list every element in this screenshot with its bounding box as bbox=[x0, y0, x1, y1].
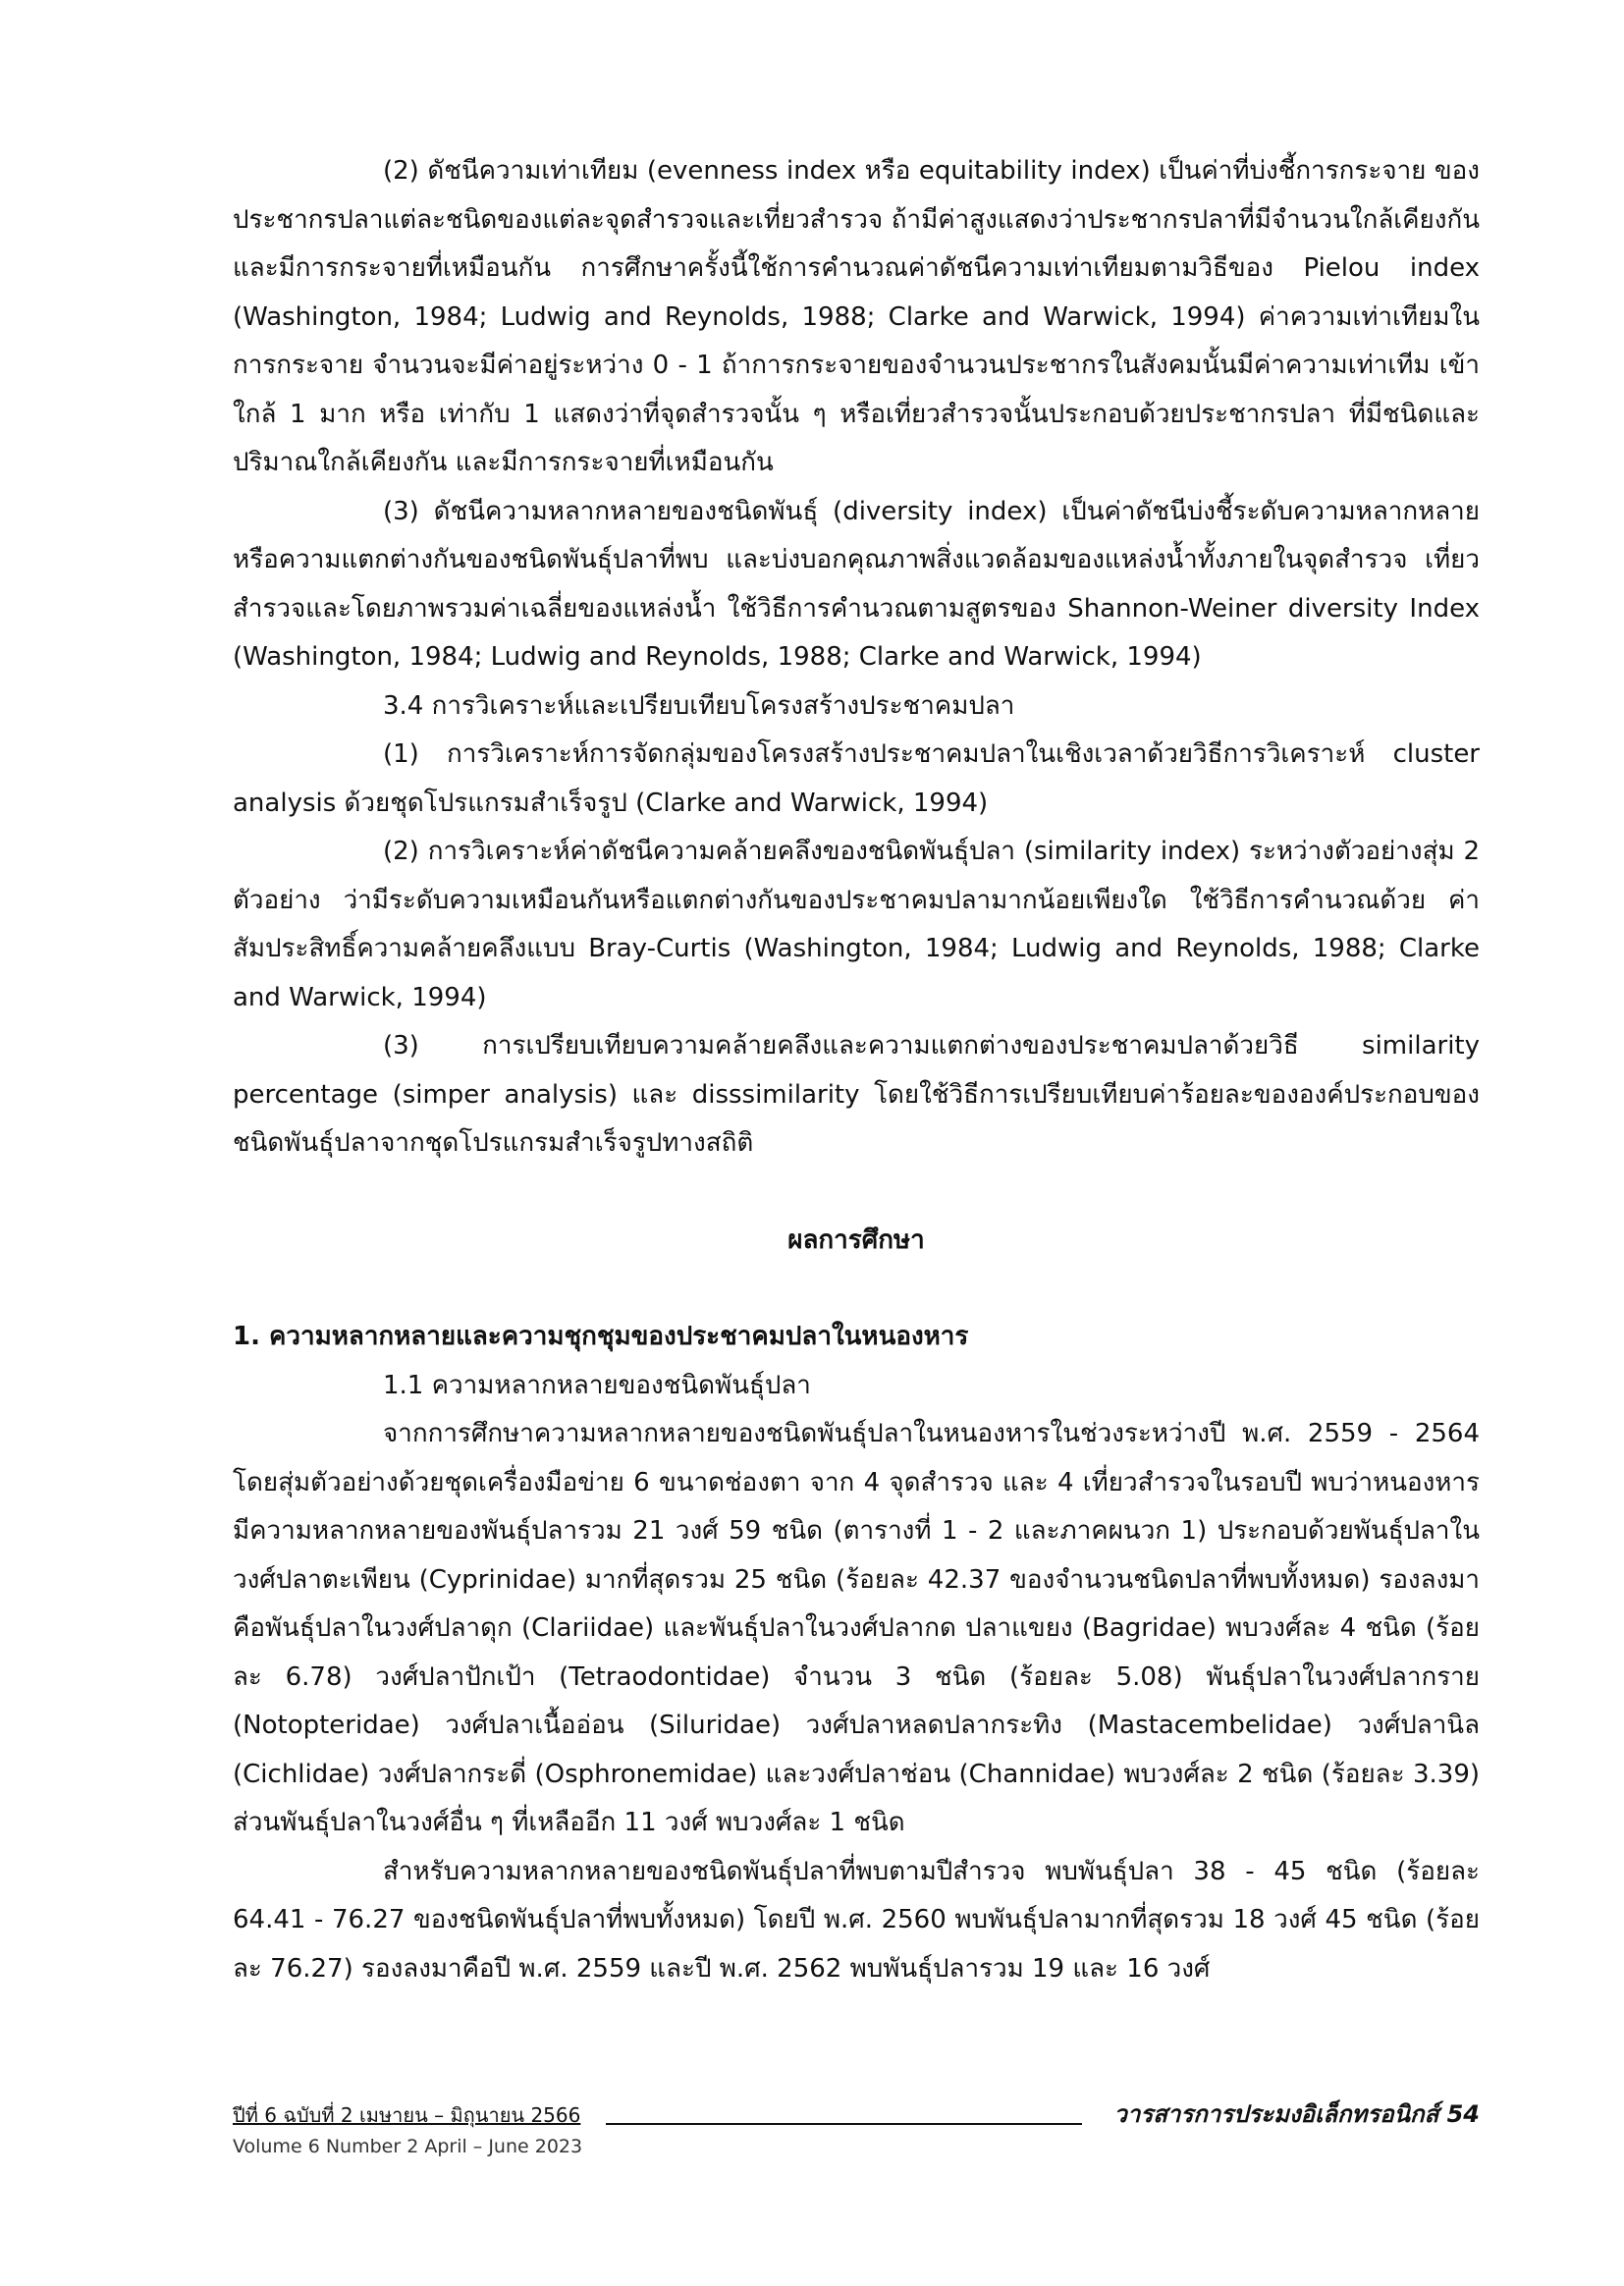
section-1-title: 1. ความหลากหลายและความชุกชุมของประชาคมปลาในหนองหาร bbox=[233, 1322, 969, 1351]
paragraph-cluster-analysis: (1) การวิเคราะห์การจัดกลุ่มของโครงสร้างประชาคมปลาในเชิงเวลาด้วยวิธีการวิเคราะห์ cluster analysis ด้วยชุดโปรแกรมสำเร็จรูป (Clarke and Warwick, 1994) bbox=[233, 739, 1480, 818]
paragraph-simper-analysis: (3) การเปรียบเทียบความคล้ายคลึงและความแตกต่างของประชาคมปลาด้วยวิธี similarity percentage (simper analysis) และ disssimilarity โดยใช้วิธีการเปรียบเทียบค่าร้อยละขององค์ประกอบของชนิดพันธุ์ปลาจากชุดโปรแกรมสำเร็จรูปทางสถิติ bbox=[233, 1031, 1480, 1158]
subheading-3-4: 3.4 การวิเคราะห์และเปรียบเทียบโครงสร้างประชาคมปลา bbox=[383, 690, 1015, 721]
footer-row bbox=[233, 2100, 1480, 2157]
subheading-1-1: 1.1 ความหลากหลายของชนิดพันธุ์ปลา bbox=[383, 1370, 811, 1400]
paragraph-yearly-diversity: สำหรับความหลากหลายของชนิดพันธุ์ปลาที่พบตามปีสำรวจ พบพันธุ์ปลา 38 - 45 ชนิด (ร้อยละ 64.41 - 76.27 ของชนิดพันธุ์ปลาที่พบทั้งหมด) โดยปี พ.ศ. 2560 พบพันธุ์ปลามากที่สุดรวม 18 วงศ์ 45 ชนิด (ร้อยละ 76.27) รองลงมาคือปี พ.ศ. 2559 และปี พ.ศ. 2562 พบพันธุ์ปลารวม 19 และ 16 วงศ์ bbox=[233, 1856, 1480, 1984]
footer-issue-thai: ปีที่ 6 ฉบับที่ 2 เมษายน – มิถุนายน 2566 bbox=[233, 2103, 581, 2127]
paragraph-species-diversity: จากการศึกษาความหลากหลายของชนิดพันธุ์ปลาในหนองหารในช่วงระหว่างปี พ.ศ. 2559 - 2564 โดยสุ่มตัวอย่างด้วยชุดเครื่องมือข่าย 6 ขนาดช่องตา จาก 4 จุดสำรวจ และ 4 เที่ยวสำรวจในรอบปี พบว่าหนองหารมีความหลากหลายของพันธุ์ปลารวม 21 วงศ์ 59 ชนิด (ตารางที่ 1 - 2 และภาคผนวก 1) ประกอบด้วยพันธุ์ปลาในวงศ์ปลาตะเพียน (Cyprinidae) มากที่สุดรวม 25 ชนิด (ร้อยละ 42.37 ของจำนวนชนิดปลาที่พบทั้งหมด) รองลงมาคือพันธุ์ปลาในวงศ์ปลาดุก (Clariidae) และพันธุ์ปลาในวงศ์ปลากด ปลาแขยง (Bagridae) พบวงศ์ละ 4 ชนิด (ร้อยละ 6.78) วงศ์ปลาปักเป้า (Tetraodontidae) จำนวน 3 ชนิด (ร้อยละ 5.08) พันธุ์ปลาในวงศ์ปลากราย (Notopteridae) วงศ์ปลาเนื้ออ่อน (Siluridae) วงศ์ปลาหลดปลากระทิง (Mastacembelidae) วงศ์ปลานิล (Cichlidae) วงศ์ปลากระดี่ (Osphronemidae) และวงศ์ปลาช่อน (Channidae) พบวงศ์ละ 2 ชนิด (ร้อยละ 3.39) ส่วนพันธุ์ปลาในวงศ์อื่น ๆ ที่เหลืออีก 11 วงศ์ พบวงศ์ละ 1 ชนิด bbox=[233, 1419, 1480, 1837]
paragraph-evenness-index: (2) ดัชนีความเท่าเทียม (evenness index หรือ equitability index) เป็นค่าที่บ่งชี้การกระจาย ของประชากรปลาแต่ละชนิดของแต่ละจุดสำรวจและเที่ยวสำรวจ ถ้ามีค่าสูงแสดงว่าประชากรปลาที่มีจำนวนใกล้เคียงกันและมีการกระจายที่เหมือนกัน การศึกษาครั้งนี้ใช้การคำนวณค่าดัชนีความเท่าเทียมตามวิธีของ Pielou index (Washington, 1984; Ludwig and Reynolds, 1988; Clarke and Warwick, 1994) ค่าความเท่าเทียมในการกระจาย จำนวนจะมีค่าอยู่ระหว่าง 0 - 1 ถ้าการกระจายของจำนวนประชากรในสังคมนั้นมีค่าความเท่าเทีม เข้าใกล้ 1 มาก หรือ เท่ากับ 1 แสดงว่าที่จุดสำรวจนั้น ๆ หรือเที่ยวสำรวจนั้นประกอบด้วยประชากรปลา ที่มีชนิดและปริมาณใกล้เคียงกัน และมีการกระจายที่เหมือนกัน bbox=[233, 156, 1480, 477]
spacer bbox=[233, 1169, 1480, 1217]
footer-issue-en: Volume 6 Number 2 April – June 2023 bbox=[233, 2136, 583, 2157]
footer-divider bbox=[606, 2123, 1082, 2125]
spacer bbox=[233, 1265, 1480, 1313]
footer-journal-page: วารสารการประมงอิเล็กทรอนิกส์ 54 bbox=[1113, 2100, 1480, 2128]
paragraph-diversity-index: (3) ดัชนีความหลากหลายของชนิดพันธุ์ (diversity index) เป็นค่าดัชนีบ่งชี้ระดับความหลากหลายหรือความแตกต่างกันของชนิดพันธุ์ปลาที่พบ และบ่งบอกคุณภาพสิ่งแวดล้อมของแหล่งน้ำทั้งภายในจุดสำรวจ เที่ยวสำรวจและโดยภาพรวมค่าเฉลี่ยของแหล่งน้ำ ใช้วิธีการคำนวณตามสูตรของ Shannon-Weiner diversity Index (Washington, 1984; Ludwig and Reynolds, 1988; Clarke and Warwick, 1994) bbox=[233, 496, 1480, 672]
page-footer bbox=[233, 2100, 1480, 2157]
paragraph-similarity-index: (2) การวิเคราะห์ค่าดัชนีความคล้ายคลึงของชนิดพันธุ์ปลา (similarity index) ระหว่างตัวอย่างสุ่ม 2 ตัวอย่าง ว่ามีระดับความเหมือนกันหรือแตกต่างกันของประชาคมปลามากน้อยเพียงใด ใช้วิธีการคำนวณด้วย ค่าสัมประสิทธิ์ความคล้ายคลึงแบบ Bray-Curtis (Washington, 1984; Ludwig and Reynolds, 1988; Clarke and Warwick, 1994) bbox=[233, 837, 1480, 1012]
body-text bbox=[233, 147, 1480, 1993]
results-title: ผลการศึกษา bbox=[787, 1225, 925, 1255]
